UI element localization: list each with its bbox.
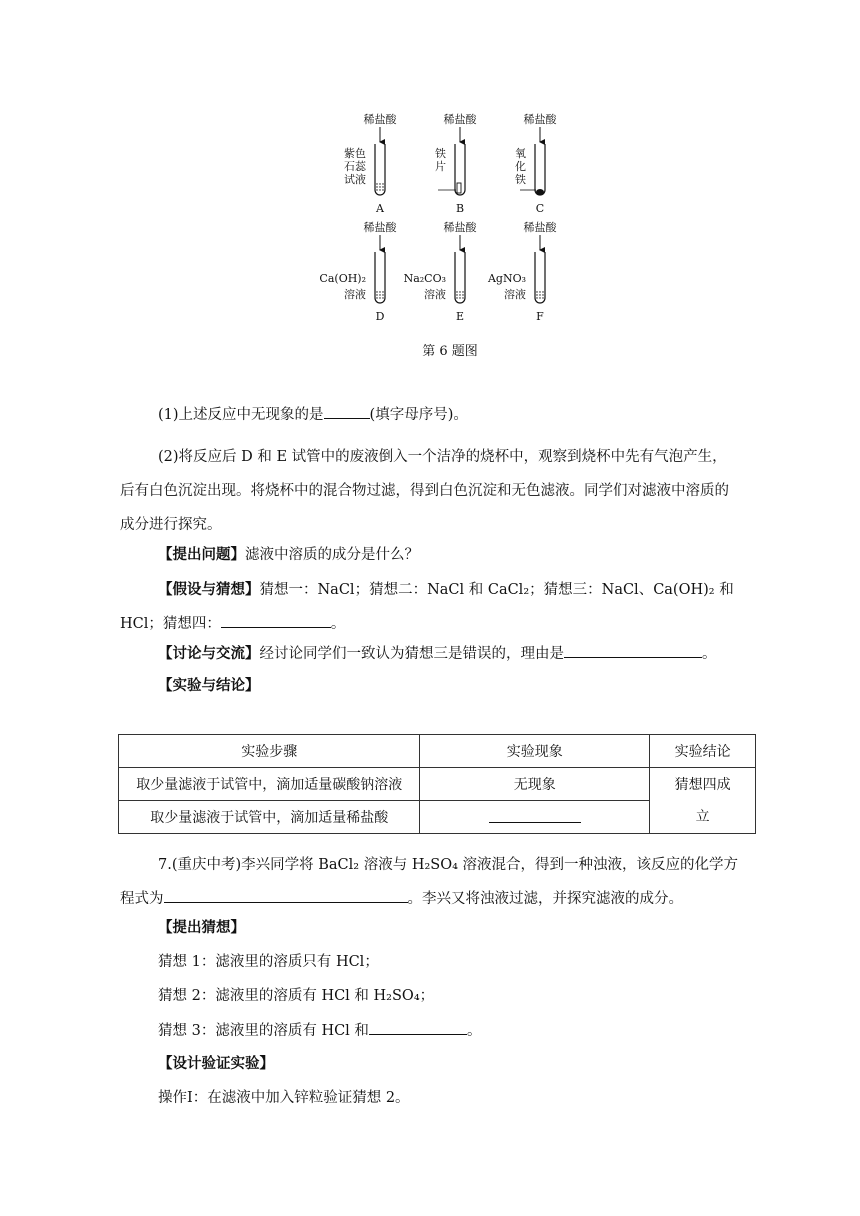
test-tube-diagram [300,108,600,340]
q1-answer-blank[interactable] [324,404,370,419]
liquid-dot [376,291,377,292]
reagent-label: 试液 [344,173,366,186]
liquid-dot [456,294,457,295]
liquid-dot [376,186,377,187]
reagent-label: 化 [515,160,526,173]
tube-outline [535,144,545,195]
liquid-dot [459,291,460,292]
design-label: 【设计验证实验】 [158,1056,274,1072]
liquid-dot [376,297,377,298]
conclusion-line-1: 猜想四成 [674,776,731,793]
guess-2: 猜想 2：滤液里的溶质有 HCl 和 H₂SO₄； [158,988,435,1004]
guess-section [120,918,740,938]
liquid-dot [536,297,537,298]
test-tube-a [344,112,397,215]
liquid-dot [382,294,383,295]
question-7 [120,848,740,916]
tube-outline [455,144,465,195]
liquid-dot [462,294,463,295]
tube-letter: C [535,202,545,215]
liquid-dot [542,294,543,295]
liquid-dot [539,297,540,298]
liquid-dot [536,291,537,292]
header-phenomenon: 实验现象 [420,735,650,768]
header-conclusion: 实验结论 [650,735,756,768]
experiment-section [120,676,740,696]
liquid-dot [376,294,377,295]
liquid-dot [539,294,540,295]
design-section [120,1054,740,1074]
question-section-text: 滤液中溶质的成分是什么？ [245,547,419,563]
guess-3 [120,1020,740,1041]
test-tube-d [319,220,397,323]
q7-equation-blank[interactable] [164,888,408,903]
acid-label: 稀盐酸 [523,113,557,126]
reagent-label: 氧 [515,147,526,160]
liquid-dot [376,183,377,184]
q1-suffix: (填字母序号)。 [369,407,468,423]
reagent-label: 紫色 [344,147,366,160]
test-tube-c [515,112,557,215]
table-header-row [119,735,756,768]
liquid-dot [376,189,377,190]
tube-letter: F [536,310,544,323]
guess-3-blank[interactable] [369,1020,467,1035]
question-2: (2)将反应后 D 和 E 试管中的废液倒入一个洁净的烧杯中，观察到烧杯中先有气泡产生，后有白色沉淀出现。将烧杯中的混合物过滤，得到白色沉淀和无色滤液。同学们对滤液中溶质的成分进行探究。 [120,449,729,533]
discussion-label: 【讨论与交流】 [158,646,260,662]
table-row [119,768,756,801]
guess-label: 【提出猜想】 [158,920,245,936]
figure-caption: 第 6 题图 [422,344,478,359]
tube-letter: A [376,202,384,215]
acid-label: 稀盐酸 [523,221,557,234]
reagent-label: 铁 [515,173,526,186]
hypothesis-section [120,573,740,641]
liquid-dot [382,186,383,187]
discussion-reason-blank[interactable] [564,643,702,658]
hypothesis-label: 【假设与猜想】 [158,582,260,598]
liquid-dot [379,186,380,187]
reagent-label: Ca(OH)₂ [319,272,366,285]
discussion-end: 。 [702,646,717,662]
header-step: 实验步骤 [119,735,420,768]
tube-letter: E [455,310,465,323]
reagent-label: AgNO₃ [487,272,526,285]
q1-text: (1)上述反应中无现象的是 [158,407,324,423]
question-1 [120,404,740,425]
liquid-dot [462,291,463,292]
liquid-dot [456,297,457,298]
reagent-label: 溶液 [424,288,446,301]
reagent-label: 石蕊 [344,160,366,173]
liquid-dot [459,294,460,295]
question-section [120,545,740,565]
hypothesis-end: 。 [330,616,346,632]
acid-label: 稀盐酸 [363,221,397,234]
test-tube-b [435,112,477,215]
row1-phenomenon: 无现象 [420,768,650,801]
acid-label: 稀盐酸 [443,221,477,234]
experiment-label: 【实验与结论】 [158,678,260,694]
row2-phenomenon-cell [420,801,650,834]
liquid-dot [462,297,463,298]
reagent-label: 溶液 [344,288,366,301]
iron-oxide-solid [536,189,544,195]
liquid-dot [536,294,537,295]
row2-phenomenon-blank[interactable] [489,808,581,823]
acid-label: 稀盐酸 [443,113,477,126]
liquid-dot [542,291,543,292]
liquid-dot [379,183,380,184]
acid-label: 稀盐酸 [363,113,397,126]
liquid-dot [379,291,380,292]
experiment-table [118,734,756,834]
liquid-dot [379,294,380,295]
iron-piece [457,183,461,193]
liquid-dot [542,297,543,298]
liquid-dot [456,291,457,292]
operation-1: 操作Ⅰ：在滤液中加入锌粒验证猜想 2。 [158,1090,410,1106]
test-tube-figure [300,108,600,359]
liquid-dot [382,183,383,184]
discussion-section [120,643,740,664]
discussion-text: 经讨论同学们一致认为猜想三是错误的，理由是 [259,646,564,662]
reagent-label: 铁 [435,147,446,160]
tube-letter: D [375,310,385,323]
reagent-label: 片 [435,160,446,173]
q7-after: 。李兴又将浊液过滤，并探究滤液的成分。 [407,891,683,907]
question-section-label: 【提出问题】 [158,547,245,563]
hypothesis-text: 猜想一：NaCl；猜想二：NaCl 和 CaCl₂；猜想三：NaCl、Ca(OH)₂ 和 HCl；猜想四： [120,582,734,632]
liquid-dot [382,291,383,292]
conclusion-line-2: 立 [695,808,710,825]
test-tube-e [404,220,478,323]
liquid-dot [379,297,380,298]
tube-letter: B [455,202,465,215]
row2-step: 取少量滤液于试管中，滴加适量稀盐酸 [119,801,420,834]
liquid-dot [379,189,380,190]
liquid-dot [539,291,540,292]
guess-3-text: 猜想 3：滤液里的溶质有 HCl 和 [158,1023,369,1039]
test-tube-f [487,220,558,323]
guess-3-end: 。 [466,1023,482,1039]
conclusion-cell [650,768,756,834]
liquid-dot [459,297,460,298]
row1-step: 取少量滤液于试管中，滴加适量碳酸钠溶液 [119,768,420,801]
liquid-dot [382,297,383,298]
q7-text: 7.(重庆中考)李兴同学将 BaCl₂ 溶液与 H₂SO₄ 溶液混合，得到一种浊液，该反应的化学方程式为 [120,857,739,907]
guess-1: 猜想 1：滤液里的溶质只有 HCl； [158,954,379,970]
hypothesis-4-blank[interactable] [221,613,331,628]
liquid-dot [382,189,383,190]
reagent-label: 溶液 [504,288,526,301]
reagent-label: Na₂CO₃ [403,272,446,285]
